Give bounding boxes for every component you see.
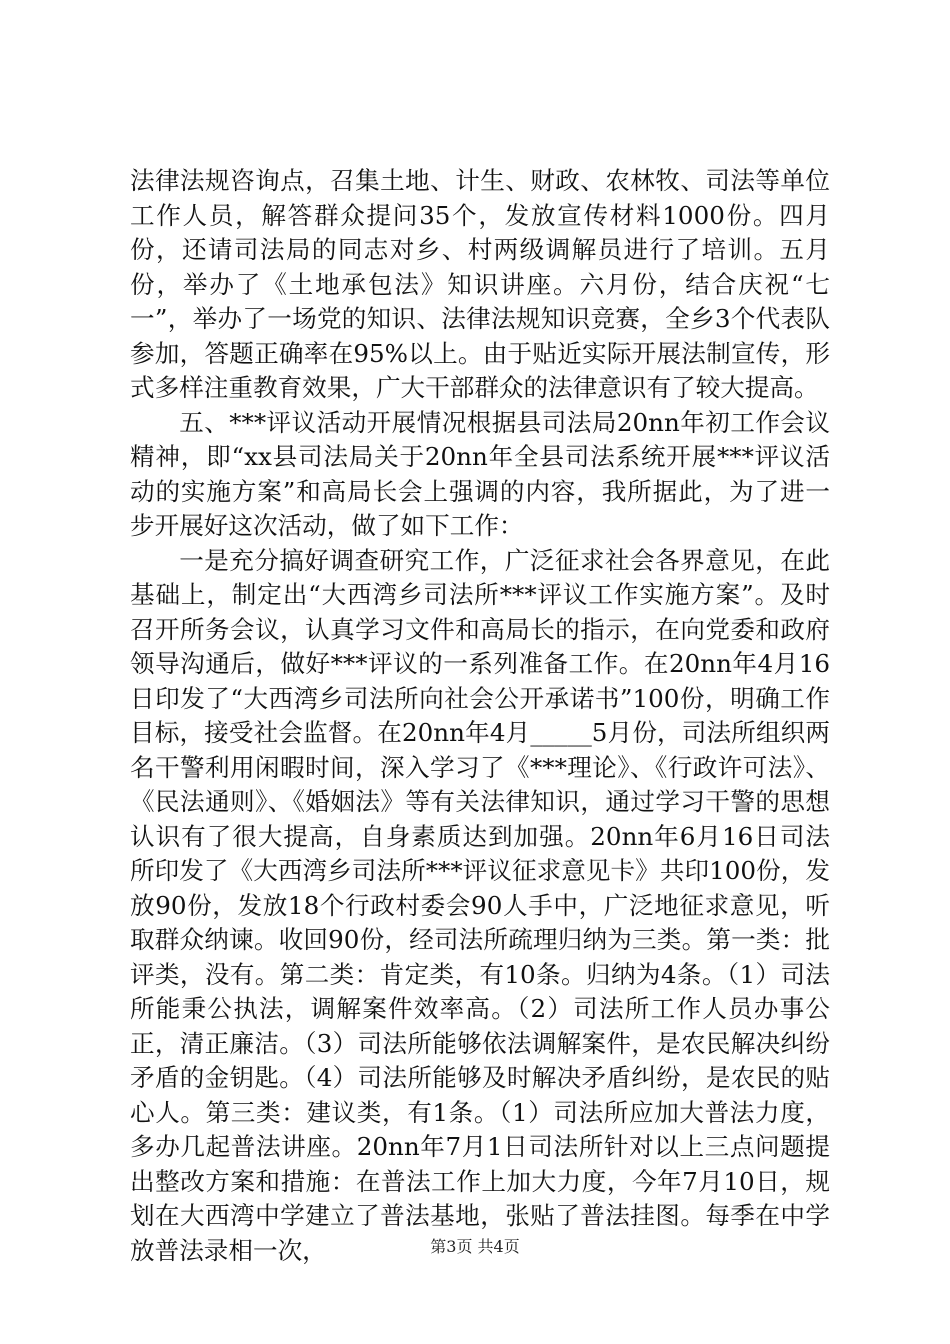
page-number: 第3页 共4页: [430, 1237, 520, 1256]
paragraph-3: 一是充分搞好调查研究工作，广泛征求社会各界意见，在此基础上，制定出“大西湾乡司法所***评议工作实施方案”。及时召开所务会议，认真学习文件和高局长的指示，在向党委和政府领导沟通后，做好***评议的一系列准备工作。在20nn年4月16日印发了“大西湾乡司法所向社会公开承诺书”100份，明确工作目标，接受社会监督。在20nn年4月_____5月份，司法所组织两名干警利用闲暇时间，深入学习了《***理论》、《行政许可法》、《民法通则》、《婚姻法》等有关法律知识，通过学习干警的思想认识有了很大提高，自身素质达到加强。20nn年6月16日司法所印发了《大西湾乡司法所***评议征求意见卡》共印100份，发放90份，发放18个行政村委会90人手中，广泛地征求意见，听取群众纳谏。收回90份，经司法所疏理归纳为三类。第一类：批评类，没有。第二类：肯定类，有10条。归纳为4条。（1）司法所能秉公执法，调解案件效率高。（2）司法所工作人员办事公正，清正廉洁。（3）司法所能够依法调解案件，是农民解决纠纷矛盾的金钥匙。（4）司法所能够及时解决矛盾纠纷，是农民的贴心人。第三类：建议类，有1条。（1）司法所应加大普法力度，多办几起普法讲座。20nn年7月1日司法所针对以上三点问题提出整改方案和措施：在普法工作上加大力度，今年7月10日，规划在大西湾中学建立了普法基地，张贴了普法挂图。每季在中学放普法录相一次，: [130, 545, 830, 1265]
paragraph-1: 法律法规咨询点，召集土地、计生、财政、农林牧、司法等单位工作人员，解答群众提问35个，发放宣传材料1000份。四月份，还请司法局的同志对乡、村两级调解员进行了培训。五月份，举办了《土地承包法》知识讲座。六月份，结合庆祝“七一”，举办了一场党的知识、法律法规知识竞赛，全乡3个代表队参加，答题正确率在95%以上。由于贴近实际开展法制宣传，形式多样注重教育效果，广大干部群众的法律意识有了较大提高。: [130, 166, 830, 402]
document-body: [130, 164, 830, 1268]
paragraph-2: 五、***评议活动开展情况根据县司法局20nn年初工作会议精神，即“xx县司法局关于20nn年全县司法系统开展***评议活动的实施方案”和高局长会上强调的内容，我所据此，为了进一步开展好这次活动，做了如下工作：: [130, 407, 830, 540]
page-footer: [0, 1237, 950, 1257]
